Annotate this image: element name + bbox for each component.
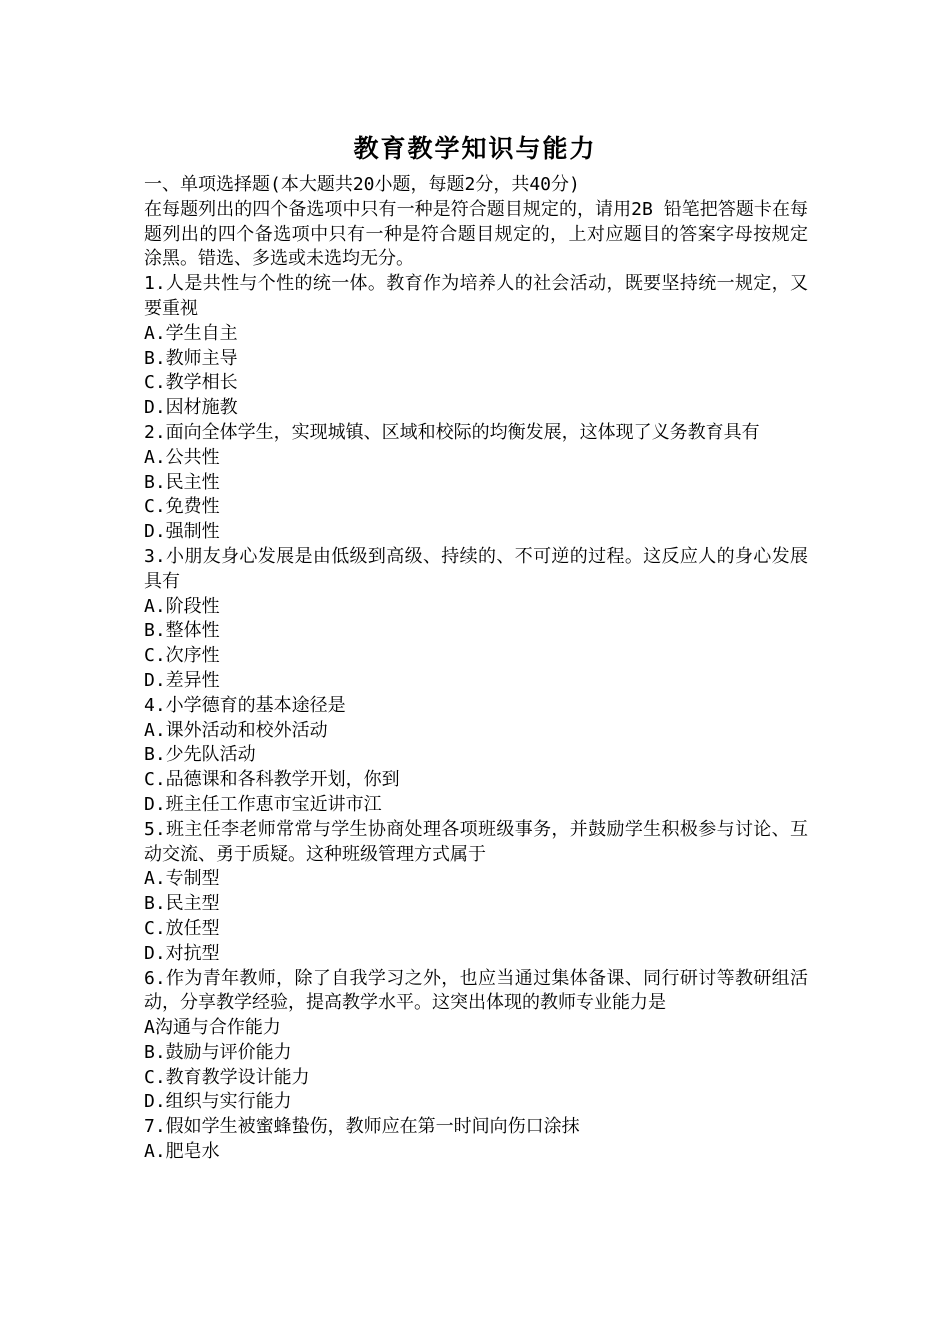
question-stem: 4.小学德育的基本途径是 <box>144 694 346 716</box>
question-3 <box>144 545 808 694</box>
answer-option: D.强制性 <box>144 521 220 543</box>
answer-option: C.教学相长 <box>144 372 238 394</box>
answer-option: B.民主型 <box>144 893 220 915</box>
answer-option: D.对抗型 <box>144 942 220 964</box>
answer-option: A.肥皂水 <box>144 1141 220 1163</box>
answer-option: D.班主任工作恵市宝近讲市江 <box>144 793 382 815</box>
page-title: 教育教学知识与能力 <box>353 134 597 163</box>
answer-option: A.课外活动和校外活动 <box>144 719 328 741</box>
question-stem: 6.作为青年教师，除了自我学习之外，也应当通过集体备课、同行研讨等教研组活动，分享教学经验，提高教学水平。这突出体现的教师专业能力是 <box>144 967 808 1014</box>
question-stem: 3.小朋友身心发展是由低级到高级、持续的、不可逆的过程。这反应人的身心发展具有 <box>144 545 808 592</box>
answer-option: C.放任型 <box>144 917 220 939</box>
section-heading: 一、单项选择题(本大题共20小题，每题2分，共40分) <box>144 174 580 195</box>
answer-option: C.品德课和各科教学开划，你到 <box>144 769 400 791</box>
answer-option: D.差异性 <box>144 669 220 691</box>
answer-option: B.鼓励与评价能力 <box>144 1041 292 1063</box>
answer-option: C.免费性 <box>144 496 220 518</box>
answer-option: C.教育教学设计能力 <box>144 1066 310 1088</box>
answer-option: D.因材施教 <box>144 397 238 419</box>
answer-option: A.学生自主 <box>144 322 238 344</box>
question-1 <box>144 272 808 421</box>
exam-content <box>144 173 808 1165</box>
answer-option: D.组织与实行能力 <box>144 1091 292 1113</box>
question-7 <box>144 1115 808 1165</box>
answer-option: B.整体性 <box>144 620 220 642</box>
answer-option: A.专制型 <box>144 868 220 890</box>
instructions-text: 在每题列出的四个备选项中只有一种是符合题目规定的，请用2B 铅笔把答题卡在每题列出的四个备选项中只有一种是符合题目规定的，上对应题目的答案字母按规定涂黑。错选、多选或未选均无分。 <box>144 198 808 270</box>
answer-option: A沟通与合作能力 <box>144 1017 281 1039</box>
answer-option: A.阶段性 <box>144 595 220 617</box>
answer-option: B.少先队活动 <box>144 744 256 766</box>
answer-option: B.教师主导 <box>144 347 238 369</box>
question-5 <box>144 818 808 967</box>
question-stem: 7.假如学生被蜜蜂蛰伤，教师应在第一时间向伤口涂抹 <box>144 1116 580 1138</box>
answer-option: C.次序性 <box>144 645 220 667</box>
question-2 <box>144 421 808 545</box>
question-stem: 5.班主任李老师常常与学生协商处理各项班级事务，并鼓励学生积极参与讨论、互动交流、勇于质疑。这种班级管理方式属于 <box>144 818 808 865</box>
answer-option: B.民主性 <box>144 471 220 493</box>
question-stem: 2.面向全体学生，实现城镇、区域和校际的均衡发展，这体现了义务教育具有 <box>144 421 760 443</box>
answer-option: A.公共性 <box>144 446 220 468</box>
question-6 <box>144 967 808 1116</box>
question-4 <box>144 694 808 818</box>
question-stem: 1.人是共性与个性的统一体。教育作为培养人的社会活动，既要坚持统一规定，又要重视 <box>144 273 808 319</box>
